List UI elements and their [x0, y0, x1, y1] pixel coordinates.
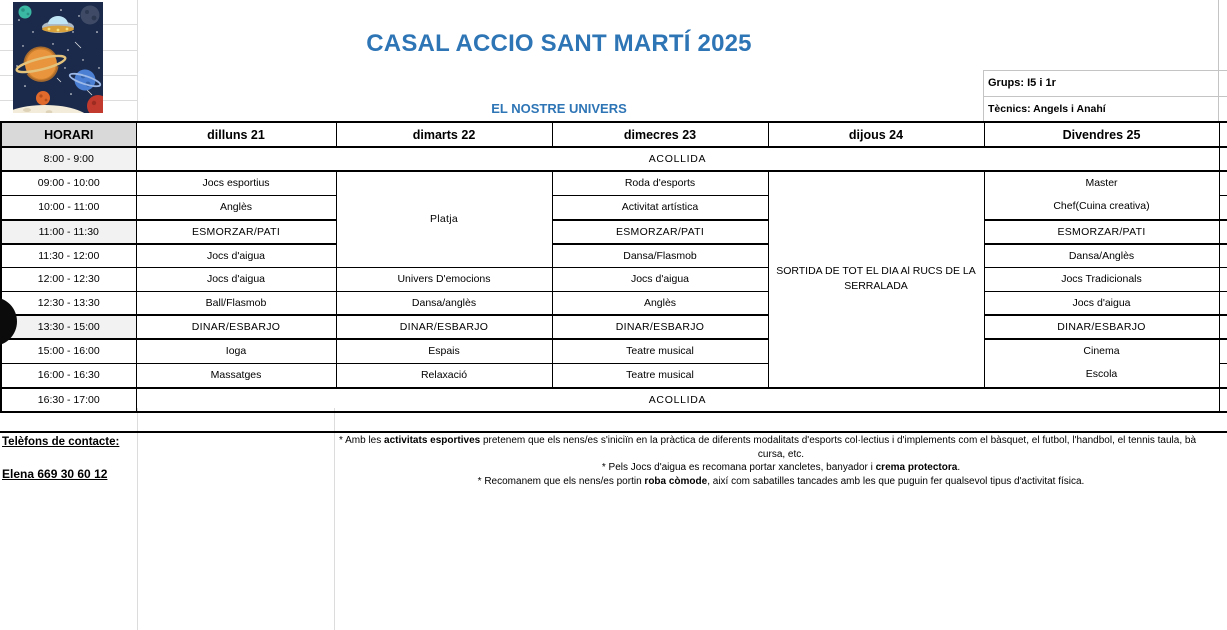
clipped-cell	[1219, 315, 1227, 339]
cell-dimarts-1500: Espais	[336, 339, 552, 364]
divider	[0, 431, 1227, 433]
clipped-cell	[1219, 244, 1227, 268]
cell-divendres-1200: Jocs Tradicionals	[984, 267, 1219, 291]
masterchef-line-1: Master	[1085, 176, 1118, 189]
clipped-cell	[1219, 339, 1227, 364]
cell-dijous-sortida: SORTIDA DE TOT EL DIA Al RUCS DE LA SERRALADA	[768, 171, 984, 388]
time-slot-1130: 11:30 - 12:00	[1, 244, 136, 268]
clipped-cell	[1219, 147, 1227, 171]
time-slot-1100: 11:00 - 11:30	[1, 220, 136, 244]
col-header-dilluns: dilluns 21	[136, 122, 336, 147]
cell-dilluns-1500: Ioga	[136, 339, 336, 364]
note-water-games: * Pels Jocs d'aigua es recomana portar xancletes, banyador i crema protectora.	[601, 462, 961, 473]
cell-dimecres-esmorzar: ESMORZAR/PATI	[552, 220, 768, 244]
gridline	[137, 408, 138, 630]
cell-dimecres-1230: Anglès	[552, 291, 768, 315]
cell-dilluns-esmorzar: ESMORZAR/PATI	[136, 220, 336, 244]
cell-dilluns-0900: Jocs esportius	[136, 171, 336, 196]
page-subtitle: EL NOSTRE UNIVERS	[491, 101, 627, 116]
cell-dilluns-1200: Jocs d'aigua	[136, 267, 336, 291]
note-clothing: * Recomanem que els nens/es portin roba còmode, així com sabatilles tancades amb les que puguin fer qualsevol tipus d'activitat física.	[477, 475, 1085, 487]
clipped-cell	[1219, 388, 1227, 412]
cell-divendres-dinar: DINAR/ESBARJO	[984, 315, 1219, 339]
col-header-horari: HORARI	[1, 122, 136, 147]
cinema-escola-line-2: Escola	[1085, 368, 1118, 381]
cell-dimarts-1200: Univers D'emocions	[336, 267, 552, 291]
clipped-cell	[1219, 267, 1227, 291]
time-slot-1500: 15:00 - 16:00	[1, 339, 136, 364]
cell-divendres-1130: Dansa/Anglès	[984, 244, 1219, 268]
cell-acollida-morning: ACOLLIDA	[136, 147, 1219, 171]
col-header-divendres: Divendres 25	[984, 122, 1219, 147]
cell-dimarts-dinar: DINAR/ESBARJO	[336, 315, 552, 339]
cell-dimarts-platja: Platja	[336, 171, 552, 268]
cell-dilluns-1230: Ball/Flasmob	[136, 291, 336, 315]
time-slot-1330: 13:30 - 15:00	[1, 315, 136, 339]
cell-divendres-cinema-escola	[984, 339, 1219, 388]
page-title: CASAL ACCIO SANT MARTÍ 2025	[366, 30, 752, 57]
notes-block	[335, 434, 1227, 488]
cell-divendres-esmorzar: ESMORZAR/PATI	[984, 220, 1219, 244]
technicians-label: Tècnics: Angels i Anahí	[988, 103, 1106, 115]
cell-dimecres-1600: Teatre musical	[552, 363, 768, 388]
cell-dilluns-1130: Jocs d'aigua	[136, 244, 336, 268]
cell-dilluns-dinar: DINAR/ESBARJO	[136, 315, 336, 339]
cell-dimarts-1600: Relaxació	[336, 363, 552, 388]
note-sports-continuation: cursa, etc.	[757, 448, 805, 460]
cinema-escola-line-1: Cinema	[1083, 344, 1120, 357]
space-illustration	[13, 2, 103, 113]
col-header-dijous: dijous 24	[768, 122, 984, 147]
cell-dilluns-1600: Massatges	[136, 363, 336, 388]
cell-dimecres-1000: Activitat artística	[552, 195, 768, 220]
cell-dimecres-1130: Dansa/Flasmob	[552, 244, 768, 268]
schedule-table	[0, 121, 1227, 413]
time-slot-0800: 8:00 - 9:00	[1, 147, 136, 171]
clipped-cell	[1219, 220, 1227, 244]
col-header-dimecres: dimecres 23	[552, 122, 768, 147]
contact-heading: Telèfons de contacte:	[2, 436, 120, 448]
cell-divendres-1230: Jocs d'aigua	[984, 291, 1219, 315]
time-slot-1630: 16:30 - 17:00	[1, 388, 136, 412]
gridline	[983, 70, 984, 121]
cell-dimecres-0900: Roda d'esports	[552, 171, 768, 196]
clipped-cell	[1219, 363, 1227, 388]
clipped-cell	[1219, 291, 1227, 315]
time-slot-0900: 09:00 - 10:00	[1, 171, 136, 196]
cell-acollida-evening: ACOLLIDA	[136, 388, 1219, 412]
groups-label: Grups: I5 i 1r	[988, 77, 1056, 89]
time-slot-1600: 16:00 - 16:30	[1, 363, 136, 388]
gridline	[983, 96, 1227, 97]
cell-dimecres-1200: Jocs d'aigua	[552, 267, 768, 291]
time-slot-1000: 10:00 - 11:00	[1, 195, 136, 220]
time-slot-1200: 12:00 - 12:30	[1, 267, 136, 291]
gridline	[983, 70, 1227, 71]
cell-dimecres-dinar: DINAR/ESBARJO	[552, 315, 768, 339]
clipped-column	[1219, 122, 1227, 147]
col-header-dimarts: dimarts 22	[336, 122, 552, 147]
masterchef-line-2: Chef(Cuina creativa)	[1053, 200, 1150, 213]
gridline	[1218, 0, 1219, 121]
clipped-cell	[1219, 171, 1227, 196]
contact-phone: Elena 669 30 60 12	[2, 467, 108, 481]
cell-dilluns-1000: Anglès	[136, 195, 336, 220]
cell-dimarts-1230: Dansa/anglès	[336, 291, 552, 315]
clipped-cell	[1219, 195, 1227, 220]
time-slot-1230: 12:30 - 13:30	[1, 291, 136, 315]
note-sports: * Amb les activitats esportives pretenem que els nens/es s'iniciïn en la pràctica de diferents modalitats d'esports col·lectius i d'implements com el bàsquet, el futbol, l'handbol, el tennis taula, bà	[339, 435, 1197, 446]
cell-divendres-masterchef	[984, 171, 1219, 220]
cell-dimecres-1500: Teatre musical	[552, 339, 768, 364]
